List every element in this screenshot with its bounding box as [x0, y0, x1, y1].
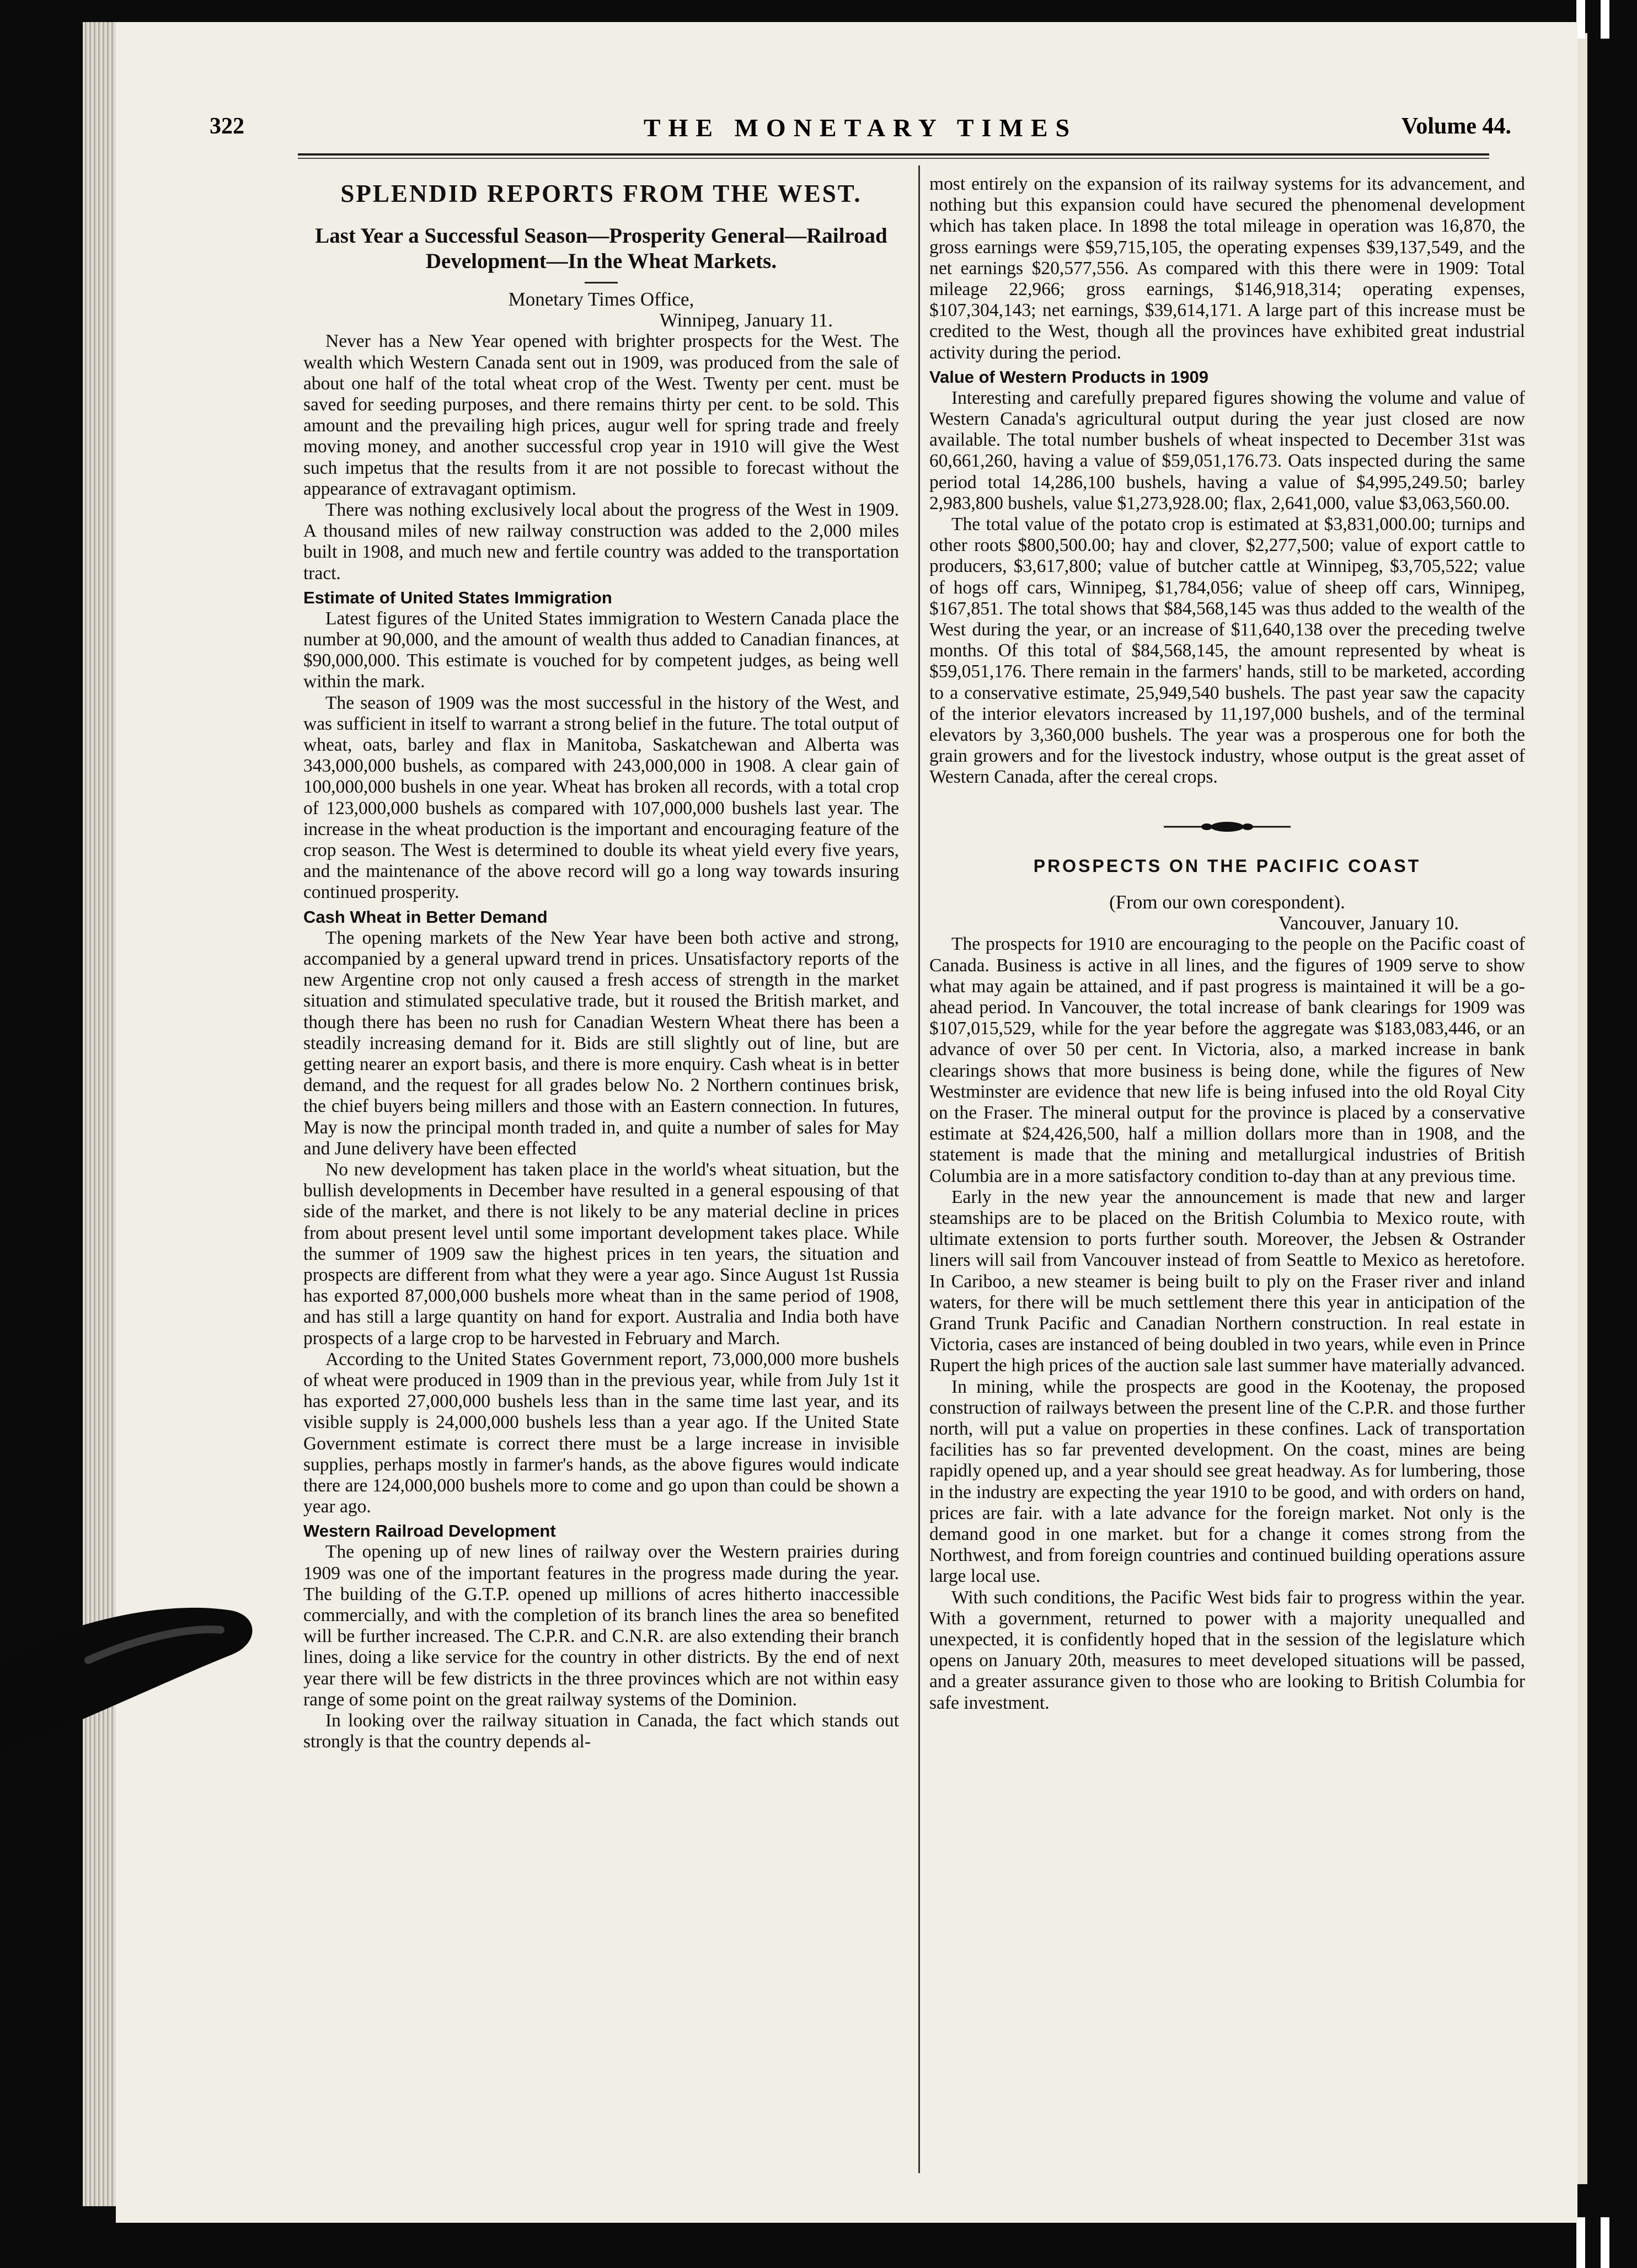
- section-ornament: [1164, 820, 1291, 833]
- paragraph: In mining, while the prospects are good in the Kootenay, the proposed construction of railways between the present line of the C.P.R. and those further north, will put a value on properties in these confines. Lack of transportation facilities has so far prevented development. On the coast, mines are being rapidly opened up, and a year should see great headway. As for lumbering, those in the industry are expecting the year 1910 to be good, and with orders on hand, prices are fair. with a late advance for the foreign market. Not only is the demand good in one market. but for a change it comes strong from the Northwest, and from foreign countries and continued building operations assure large local use.: [929, 1376, 1525, 1587]
- paragraph: The season of 1909 was the most successful in the history of the West, and was sufficient in itself to warrant a strong belief in the future. The total output of wheat, oats, barley and flax in Manitoba, Saskatchewan and Alberta was 343,000,000 bushels, as compared with 243,000,000 in 1908. A clear gain of 100,000,000 bushels in one year. Wheat has broken all records, with a total crop of 123,000,000 bushels as compared with 107,000,000 bushels last year. The increase in the wheat production is the important and encouraging feature of the crop season. The West is determined to double its wheat yield every five years, and the maintenance of the above record will go a long way towards insuring continued prosperity.: [303, 692, 899, 903]
- volume-label: Volume 44.: [1401, 114, 1511, 139]
- paragraph: Early in the new year the announcement is made that new and larger steamships are to be placed on the British Columbia to Mexico route, with ultimate extension to ports further south. Moreover, the Jebsen & Ostrander liners will sail from Vancouver instead of from Seattle to Mexico as heretofore. In Cariboo, a new steamer is being built to ply on the Fraser river and inland waters, for there will be much settlement there this year in anticipation of the Grand Trunk Pacific and Canadian Northern construction. In real estate in Victoria, cases are instanced of being doubled in two years, while even in Prince Rupert the high prices of the auction sale last summer have materially advanced.: [929, 1186, 1525, 1376]
- title-rule: [585, 282, 618, 284]
- paragraph: In looking over the railway situation in Canada, the fact which stands out strongly is that the country depends al-: [303, 1710, 899, 1752]
- paragraph: According to the United States Government report, 73,000,000 more bushels of wheat were produced in 1909 than in the previous year, while from July 1st it has exported 27,000,000 bushels less than in the same time last year, and its visible supply is 24,000,000 bushels less than a year ago. If the United State Government estimate is correct there must be a large increase in invisible supplies, perhaps mostly in farmer's hands, as the above figures would indicate there are 124,000,000 bushels more to come and go upon than could be shown a year ago.: [303, 1349, 899, 1517]
- dateline-place: Winnipeg, January 11.: [659, 309, 833, 331]
- paragraph: The opening markets of the New Year have been both active and strong, accompanied by a general upward trend in prices. Unsatisfactory reports of the new Argentine crop not only caused a fresh access of strength in the market situation and stimulated speculative trade, but it roused the British market, and though there has been no rush for Canadian Western Wheat there has been a steadily increasing demand for it. Bids are still slightly out of line, but are getting nearer an export basis, and there is more enquiry. Cash wheat is in better demand, and the request for all grades below No. 2 Northern continues brisk, the chief buyers being millers and those with an Eastern connection. In futures, May is now the principal month traded in, and quite a number of sales for May and June delivery have been effected: [303, 927, 899, 1159]
- paragraph: No new development has taken place in the world's wheat situation, but the bullish developments in December have resulted in a general espousing of that side of the market, and there is not likely to be any material decline in prices from about present level until some important development takes place. While the summer of 1909 saw the highest prices in ten years, the situation and prospects are different from what they were a year ago. Since August 1st Russia has exported 87,000,000 bushels more wheat than in the same period of 1908, and has still a large quantity on hand for export. Australia and India both have prospects of a large crop to be harvested in February and March.: [303, 1159, 899, 1349]
- page-number: 322: [210, 114, 244, 139]
- paragraph: The prospects for 1910 are encouraging to the people on the Pacific coast of Canada. Business is active in all lines, and the figures of 1909 serve to show what may again be attained, and if past progress is maintained it will be a go-ahead period. In Vancouver, the total increase of bank clearings for 1909 was $107,015,529, while for the year before the aggregate was $183,083,446, or an advance of over 50 per cent. In Victoria, also, a marked increase in bank clearings shows that more business is being done, while the figures of New Westminster are evidence that new life is being infused into the old Royal City on the Fraser. The mineral output for the province is placed by a conservative estimate at $24,426,500, half a million dollars more than in 1908, and the statement is made that the mining and metallurgical industries of British Columbia are in a more satisfactory condition to-day than at any previous time.: [929, 934, 1525, 1186]
- header-rule-thin: [298, 158, 1489, 159]
- article-subtitle: Last Year a Successful Season—Prosperity General—Railroad Development—In the Wheat Markets.: [315, 224, 887, 273]
- section-heading: Cash Wheat in Better Demand: [303, 907, 548, 927]
- column-divider: [918, 165, 920, 2173]
- paragraph: With such conditions, the Pacific West bids fair to progress within the year. With a government, returned to power with a majority unequalled and unexpected, it is confidently hoped that in the session of the legislature which opens on January 20th, measures to meet developed situations will be passed, and a greater assurance given to those who are looking to British Columbia for safe investment.: [929, 1587, 1525, 1713]
- paragraph: The total value of the potato crop is estimated at $3,831,000.00; turnips and other roots $800,500.00; hay and clover, $2,277,500; value of export cattle to producers, $3,617,800; value of butcher cattle at Winnipeg, $3,705,522; value of hogs off cars, Winnipeg, $1,784,056; value of sheep off cars, Winnipeg, $167,851. The total shows that $84,568,145 was thus added to the wealth of the West during the year, or an increase of $11,640,138 over the preceding twelve months. Of this total of $84,568,145, the amount represented by wheat is $59,051,176. There remain in the farmers' hands, still to be marketed, according to a conservative estimate, 25,949,540 bushels. The past year saw the capacity of the interior elevators increased by 11,197,000 bushels, and of the terminal elevators by 3,360,000 bushels. The year was a prosperous one for both the grain growers and for the livestock industry, whose output is the great asset of Western Canada, after the cereal crops.: [929, 514, 1525, 788]
- right-column: [929, 174, 1525, 1714]
- film-frame-marks-bottom: [1566, 2217, 1633, 2268]
- article-title: SPLENDID REPORTS FROM THE WEST.: [340, 180, 862, 207]
- book-spine-shadow: [0, 0, 83, 2268]
- running-header: [210, 113, 1511, 146]
- section-heading: Estimate of United States Immigration: [303, 587, 612, 607]
- dateline-place: Vancouver, January 10.: [1278, 912, 1459, 934]
- article-title: PROSPECTS ON THE PACIFIC COAST: [1033, 855, 1421, 876]
- publication-title: THE MONETARY TIMES: [643, 114, 1078, 142]
- paragraph: There was nothing exclusively local about the progress of the West in 1909. A thousand miles of new railway construction was added to the 2,000 miles built in 1908, and much new and fertile country was added to the transportation tract.: [303, 500, 899, 584]
- paragraph: Interesting and carefully prepared figures showing the volume and value of Western Canada's agricultural output during the year just closed are now available. The total number bushels of wheat inspected to December 31st was 60,661,260, having a value of $59,051,176.73. Oats inspected during the same period total 14,286,100 bushels, having a value of $4,995,249.50; barley 2,983,800 bushels, value $1,273,928.00; flax, 2,641,000, value $3,063,560.00.: [929, 387, 1525, 513]
- book-page-edges: [83, 22, 116, 2206]
- paragraph: Never has a New Year opened with brighter prospects for the West. The wealth which Western Canada sent out in 1909, was produced from the sale of about one half of the total wheat crop of the West. Twenty per cent. must be saved for seeding purposes, and there remains thirty per cent. to be sold. This amount and the prevailing high prices, augur well for spring trade and freely moving money, and another successful crop year in 1910 will give the West such impetus that the results from it are not possible to forecast without the appearance of extravagant optimism.: [303, 331, 899, 499]
- paragraph: Latest figures of the United States immigration to Western Canada place the number at 90,000, and the amount of wealth thus added to Canadian finances, at $90,000,000. This estimate is vouched for by competent judges, as being well within the mark.: [303, 608, 899, 692]
- paragraph-continuation: most entirely on the expansion of its railway systems for its advancement, and nothing but this expansion could have secured the phenomenal development which has taken place. In 1898 the total mileage in operation was 16,870, the gross earnings were $59,715,105, the operating expenses $39,137,549, and the net earnings $20,577,556. As compared with this there were in 1909: Total mileage 22,966; gross earnings, $146,918,314; operating expenses, $107,304,143; net earnings, $39,614,171. A large part of this increase must be credited to the West, though all the provinces have exhibited great industrial activity during the period.: [929, 174, 1525, 363]
- finger-shadow: [0, 1577, 331, 1754]
- dateline-office: Monetary Times Office,: [508, 288, 694, 310]
- correspondent-line: (From our own corespondent).: [1109, 891, 1345, 913]
- header-rule: [298, 153, 1489, 156]
- section-heading: Western Railroad Development: [303, 1521, 556, 1541]
- facing-page-edge: [1577, 33, 1587, 2184]
- paragraph: The opening up of new lines of railway over the Western prairies during 1909 was one of the important features in the progress made during the year. The building of the G.T.P. opened up millions of acres hitherto inaccessible commercially, and with the completion of its branch lines the area so benefited will be further increased. The C.P.R. and C.N.R. are also extending their branch lines, doing a like service for the country in other districts. By the end of next year there will be few districts in the three provinces which are not within easy range of some point on the great railway systems of the Dominion.: [303, 1542, 899, 1710]
- section-heading: Value of Western Products in 1909: [929, 367, 1208, 387]
- left-column: [303, 174, 899, 1752]
